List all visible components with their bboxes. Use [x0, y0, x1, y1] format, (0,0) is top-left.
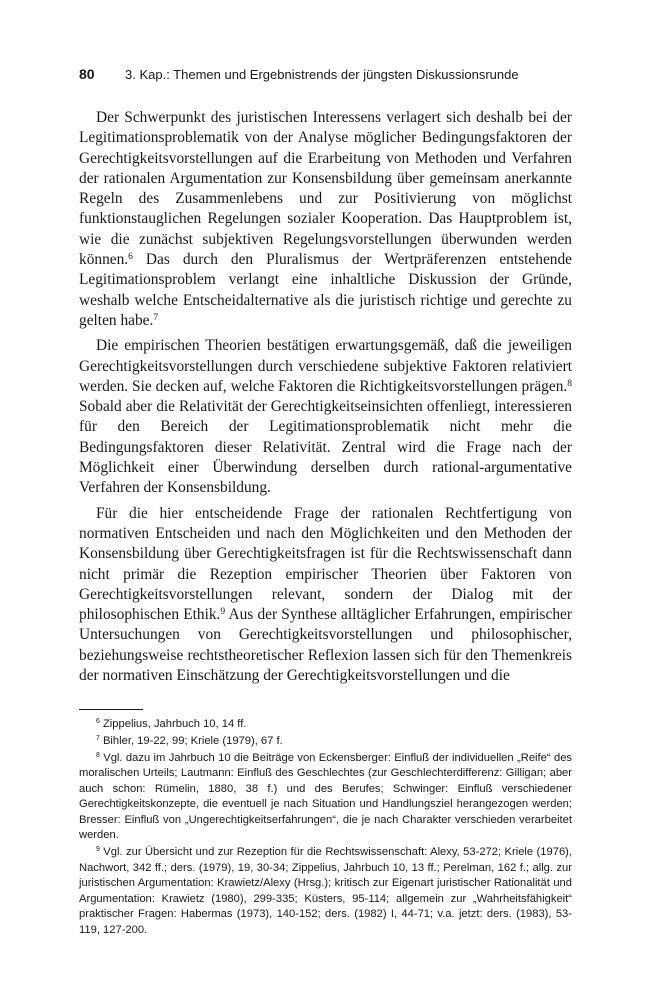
- text-run: Sobald aber die Relativität der Gerechtigkeitseinsichten offenliegt, interessieren für den Bereich der Legitimationsproblematik nicht mehr die Bedingungsfaktoren dieser Relativität. Zentral wird die Frage nach der Möglichkeit einer Überwindung derselben durch rational-argumentative Verfahren der Konsensbildung.: [79, 398, 572, 497]
- text-run: Das durch den Pluralismus der Wertpräferenzen entstehende Legitimationsproblem verlangt eine inhaltliche Diskussion der Gründe, weshalb welche Entscheidalternative als die juristisch richtige und gerechte zu gelten habe.: [79, 251, 572, 329]
- footnote-divider: [79, 709, 143, 710]
- footnote: [79, 717, 572, 733]
- text-run: Für die hier entscheidende Frage der rationalen Rechtfertigung von normativen Entscheiden und nach den Möglichkeiten und den Methoden der Konsensbildung über Gerechtigkeitsfragen ist für die Rechtswissenschaft dann nicht primär die Rezeption empirischer Theorien über Faktoren von Gerechtigkeitsvorstellungen relevant, sondern der Dialog mit der philosophischen Ethik.: [79, 504, 572, 624]
- footnote: [79, 734, 572, 750]
- footnote-number: 6: [96, 718, 100, 726]
- footnote: [79, 751, 572, 845]
- footnote-ref[interactable]: 9: [220, 605, 226, 617]
- footnote-text: Bihler, 19-22, 99; Kriele (1979), 67 f.: [102, 734, 283, 747]
- footnotes: [79, 717, 572, 938]
- footnote-number: 8: [96, 751, 100, 759]
- body-paragraph: [79, 504, 572, 687]
- footnote: [79, 845, 572, 939]
- running-head: 3. Kap.: Themen und Ergebnistrends der jüngsten Diskussionsrunde: [125, 67, 519, 82]
- body-paragraph: [79, 336, 572, 498]
- footnote-number: 7: [96, 735, 100, 743]
- book-page: [79, 66, 572, 939]
- text-run: Die empirischen Theorien bestätigen erwartungsgemäß, daß die jeweiligen Gerechtigkeitsvorstellungen durch verschiedene subjektive Faktoren relativiert werden. Sie decken auf, welche Faktoren die Richtigkeitsvorstellungen prägen.: [79, 337, 572, 395]
- footnote-text: Zippelius, Jahrbuch 10, 14 ff.: [102, 718, 247, 731]
- page-header: [79, 66, 572, 86]
- page-number: 80: [79, 66, 95, 82]
- footnote-ref[interactable]: 8: [567, 377, 572, 389]
- body-text: [79, 108, 572, 686]
- text-run: Der Schwerpunkt des juristischen Interessens verlagert sich deshalb bei der Legitimationsproblematik von der Analyse möglicher Bedingungsfaktoren der Gerechtigkeitsvorstellungen auf die Erarbeitung von Methoden und Verfahren der rationalen Argumentation zur Konsensbildung über gemeinsam anerkannte Regeln des Zusammenlebens und zur Positivierung von möglichst funktionstauglichen Regelungen sozialer Kooperation. Das Hauptproblem ist, wie die zunächst subjektiven Regelungsvorstellungen überwunden werden können.: [79, 109, 572, 269]
- footnote-number: 9: [96, 846, 100, 854]
- text-run: Aus der Synthese alltäglicher Erfahrungen, empirischer Untersuchungen von Gerechtigkeitsvorstellungen und philosophischer, beziehungsweise rechtstheoretischer Reflexion lassen sich für den Themenkreis der normativen Einschätzung der Gerechtigkeitsvorstellungen und die: [79, 606, 572, 685]
- footnote-ref[interactable]: 7: [153, 311, 159, 323]
- footnote-ref[interactable]: 6: [128, 250, 133, 262]
- body-paragraph: [79, 108, 572, 331]
- footnote-text: Vgl. zur Übersicht und zur Rezeption für die Rechtswissenschaft: Alexy, 53-272; Kriele (1976), Nachwort, 342 ff.; ders. (1979), 19, 30-34; Zippelius, Jahrbuch 10, 13 ff.; Perelman, 162 f.; allg. zur juristischen Argumentation: Krawietz/Alexy (Hrsg.); kritisch zur Eigenart juristischer Rationalität und Argumentation: Krawietz (1980), 299-335; Küsters, 95-114; allgemein zur „Wahrheitsfähigkeit“ praktischer Fragen: Habermas (1973), 140-152; ders. (1982) I, 44-71; v.a. jetzt: ders. (1983), 53-119, 127-200.: [79, 846, 573, 937]
- footnote-text: Vgl. dazu im Jahrbuch 10 die Beiträge von Eckensberger: Einfluß der individuellen „Reife“ des moralischen Urteils; Lautmann: Einfluß des Geschlechtes (zur Geschlechterdifferenz: Gilligan; aber auch schon: Rümelin, 1880, 38 f.) und des Berufes; Schwinger: Einfluß verschiedener Gerechtigkeitskonzepte, die eventuell je nach Situation und Handlungsziel herangezogen werden; Bresser: Einfluß von „Ungerechtigkeitserfahrungen“, die je nach Charakter verschieden verarbeitet werden.: [79, 751, 573, 842]
